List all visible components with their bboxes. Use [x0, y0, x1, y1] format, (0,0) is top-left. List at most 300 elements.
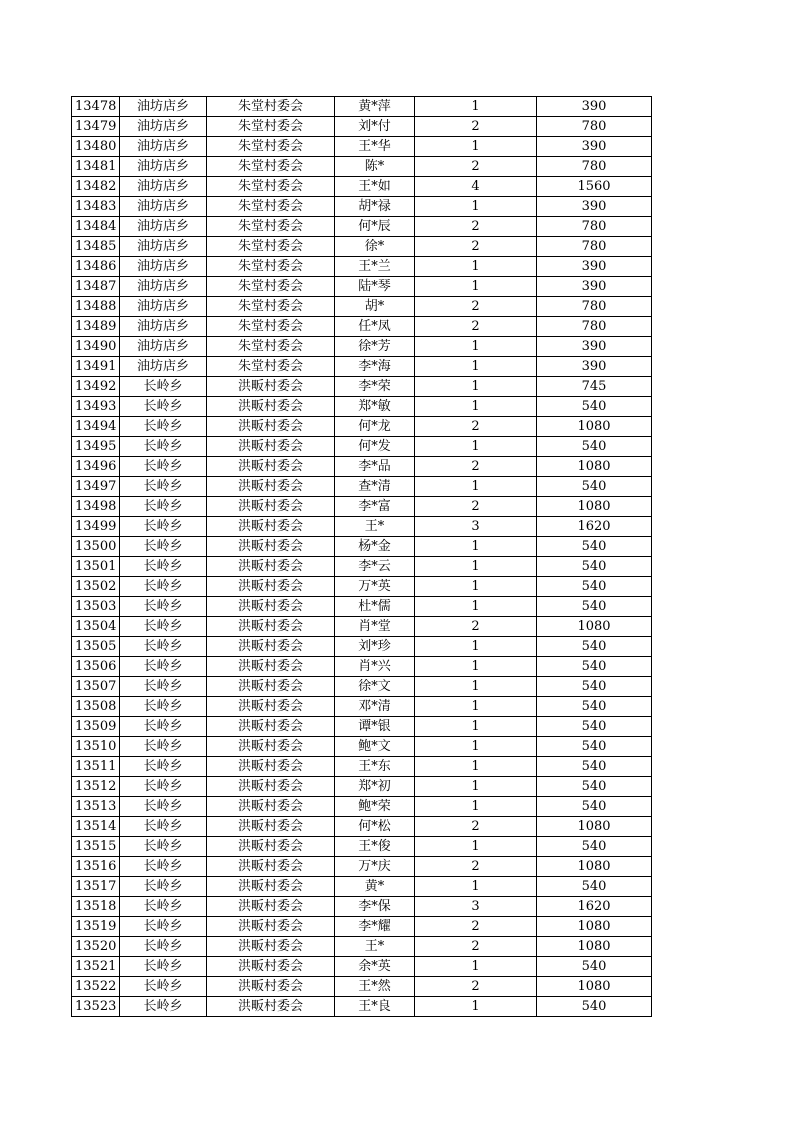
- village-cell: 洪畈村委会: [207, 997, 335, 1017]
- row-id-cell: 13479: [72, 117, 120, 137]
- count-cell: 1: [415, 737, 537, 757]
- amount-cell: 1620: [537, 517, 652, 537]
- town-cell: 油坊店乡: [120, 97, 207, 117]
- row-id-cell: 13523: [72, 997, 120, 1017]
- count-cell: 2: [415, 617, 537, 637]
- table-row: [72, 517, 652, 537]
- table-row: [72, 837, 652, 857]
- amount-cell: 390: [537, 357, 652, 377]
- row-id-cell: 13487: [72, 277, 120, 297]
- village-cell: 洪畈村委会: [207, 877, 335, 897]
- table-row: [72, 897, 652, 917]
- town-cell: 长岭乡: [120, 897, 207, 917]
- village-cell: 朱堂村委会: [207, 177, 335, 197]
- row-id-cell: 13483: [72, 197, 120, 217]
- amount-cell: 390: [537, 337, 652, 357]
- count-cell: 1: [415, 277, 537, 297]
- row-id-cell: 13514: [72, 817, 120, 837]
- village-cell: 洪畈村委会: [207, 837, 335, 857]
- table-row: [72, 677, 652, 697]
- amount-cell: 1080: [537, 497, 652, 517]
- table-row: [72, 477, 652, 497]
- name-cell: 李*保: [335, 897, 415, 917]
- town-cell: 长岭乡: [120, 797, 207, 817]
- town-cell: 油坊店乡: [120, 177, 207, 197]
- table-row: [72, 257, 652, 277]
- count-cell: 1: [415, 637, 537, 657]
- village-cell: 洪畈村委会: [207, 897, 335, 917]
- amount-cell: 540: [537, 637, 652, 657]
- town-cell: 长岭乡: [120, 377, 207, 397]
- table-row: [72, 137, 652, 157]
- town-cell: 油坊店乡: [120, 357, 207, 377]
- town-cell: 长岭乡: [120, 597, 207, 617]
- village-cell: 朱堂村委会: [207, 277, 335, 297]
- amount-cell: 540: [537, 577, 652, 597]
- name-cell: 李*荣: [335, 377, 415, 397]
- name-cell: 谭*银: [335, 717, 415, 737]
- table-row: [72, 277, 652, 297]
- count-cell: 4: [415, 177, 537, 197]
- town-cell: 长岭乡: [120, 617, 207, 637]
- amount-cell: 540: [537, 797, 652, 817]
- town-cell: 油坊店乡: [120, 337, 207, 357]
- town-cell: 油坊店乡: [120, 137, 207, 157]
- town-cell: 油坊店乡: [120, 257, 207, 277]
- village-cell: 洪畈村委会: [207, 477, 335, 497]
- name-cell: 邓*清: [335, 697, 415, 717]
- town-cell: 长岭乡: [120, 877, 207, 897]
- village-cell: 洪畈村委会: [207, 677, 335, 697]
- row-id-cell: 13515: [72, 837, 120, 857]
- row-id-cell: 13504: [72, 617, 120, 637]
- amount-cell: 390: [537, 257, 652, 277]
- amount-cell: 540: [537, 597, 652, 617]
- village-cell: 洪畈村委会: [207, 617, 335, 637]
- table-row: [72, 197, 652, 217]
- village-cell: 朱堂村委会: [207, 97, 335, 117]
- town-cell: 油坊店乡: [120, 117, 207, 137]
- row-id-cell: 13481: [72, 157, 120, 177]
- village-cell: 洪畈村委会: [207, 637, 335, 657]
- amount-cell: 540: [537, 537, 652, 557]
- town-cell: 长岭乡: [120, 757, 207, 777]
- row-id-cell: 13478: [72, 97, 120, 117]
- count-cell: 3: [415, 897, 537, 917]
- name-cell: 万*英: [335, 577, 415, 597]
- village-cell: 朱堂村委会: [207, 197, 335, 217]
- table-row: [72, 977, 652, 997]
- row-id-cell: 13484: [72, 217, 120, 237]
- table-body: [72, 97, 652, 1017]
- count-cell: 1: [415, 877, 537, 897]
- town-cell: 油坊店乡: [120, 237, 207, 257]
- count-cell: 1: [415, 997, 537, 1017]
- town-cell: 长岭乡: [120, 457, 207, 477]
- town-cell: 长岭乡: [120, 537, 207, 557]
- town-cell: 长岭乡: [120, 417, 207, 437]
- table-row: [72, 877, 652, 897]
- table-row: [72, 937, 652, 957]
- count-cell: 1: [415, 97, 537, 117]
- amount-cell: 390: [537, 197, 652, 217]
- amount-cell: 1080: [537, 977, 652, 997]
- row-id-cell: 13508: [72, 697, 120, 717]
- amount-cell: 540: [537, 437, 652, 457]
- amount-cell: 540: [537, 957, 652, 977]
- name-cell: 肖*兴: [335, 657, 415, 677]
- row-id-cell: 13510: [72, 737, 120, 757]
- row-id-cell: 13495: [72, 437, 120, 457]
- town-cell: 油坊店乡: [120, 217, 207, 237]
- count-cell: 1: [415, 697, 537, 717]
- row-id-cell: 13491: [72, 357, 120, 377]
- row-id-cell: 13500: [72, 537, 120, 557]
- amount-cell: 1080: [537, 457, 652, 477]
- town-cell: 长岭乡: [120, 837, 207, 857]
- count-cell: 1: [415, 557, 537, 577]
- village-cell: 洪畈村委会: [207, 657, 335, 677]
- row-id-cell: 13517: [72, 877, 120, 897]
- table-row: [72, 457, 652, 477]
- amount-cell: 540: [537, 397, 652, 417]
- town-cell: 长岭乡: [120, 717, 207, 737]
- village-cell: 朱堂村委会: [207, 257, 335, 277]
- name-cell: 陆*琴: [335, 277, 415, 297]
- row-id-cell: 13496: [72, 457, 120, 477]
- village-cell: 洪畈村委会: [207, 497, 335, 517]
- village-cell: 朱堂村委会: [207, 157, 335, 177]
- count-cell: 1: [415, 717, 537, 737]
- amount-cell: 540: [537, 677, 652, 697]
- table-row: [72, 217, 652, 237]
- table-row: [72, 597, 652, 617]
- amount-cell: 540: [537, 837, 652, 857]
- table-row: [72, 377, 652, 397]
- row-id-cell: 13513: [72, 797, 120, 817]
- amount-cell: 1080: [537, 617, 652, 637]
- amount-cell: 1080: [537, 857, 652, 877]
- town-cell: 长岭乡: [120, 917, 207, 937]
- name-cell: 何*发: [335, 437, 415, 457]
- amount-cell: 745: [537, 377, 652, 397]
- row-id-cell: 13519: [72, 917, 120, 937]
- amount-cell: 780: [537, 117, 652, 137]
- table-row: [72, 997, 652, 1017]
- count-cell: 1: [415, 357, 537, 377]
- row-id-cell: 13485: [72, 237, 120, 257]
- name-cell: 王*: [335, 517, 415, 537]
- table-row: [72, 717, 652, 737]
- town-cell: 长岭乡: [120, 957, 207, 977]
- amount-cell: 540: [537, 697, 652, 717]
- name-cell: 万*庆: [335, 857, 415, 877]
- count-cell: 1: [415, 477, 537, 497]
- row-id-cell: 13509: [72, 717, 120, 737]
- amount-cell: 540: [537, 777, 652, 797]
- count-cell: 1: [415, 757, 537, 777]
- town-cell: 长岭乡: [120, 697, 207, 717]
- row-id-cell: 13501: [72, 557, 120, 577]
- town-cell: 长岭乡: [120, 977, 207, 997]
- village-cell: 洪畈村委会: [207, 697, 335, 717]
- village-cell: 洪畈村委会: [207, 557, 335, 577]
- table-row: [72, 537, 652, 557]
- count-cell: 2: [415, 217, 537, 237]
- count-cell: 2: [415, 417, 537, 437]
- town-cell: 长岭乡: [120, 937, 207, 957]
- amount-cell: 1080: [537, 817, 652, 837]
- table-row: [72, 857, 652, 877]
- table-row: [72, 577, 652, 597]
- town-cell: 长岭乡: [120, 637, 207, 657]
- count-cell: 1: [415, 677, 537, 697]
- amount-cell: 780: [537, 217, 652, 237]
- amount-cell: 540: [537, 737, 652, 757]
- name-cell: 杜*儒: [335, 597, 415, 617]
- count-cell: 2: [415, 317, 537, 337]
- row-id-cell: 13490: [72, 337, 120, 357]
- name-cell: 胡*: [335, 297, 415, 317]
- village-cell: 洪畈村委会: [207, 737, 335, 757]
- name-cell: 郑*初: [335, 777, 415, 797]
- amount-cell: 540: [537, 557, 652, 577]
- amount-cell: 540: [537, 657, 652, 677]
- name-cell: 何*辰: [335, 217, 415, 237]
- name-cell: 胡*禄: [335, 197, 415, 217]
- amount-cell: 1560: [537, 177, 652, 197]
- count-cell: 1: [415, 257, 537, 277]
- row-id-cell: 13486: [72, 257, 120, 277]
- row-id-cell: 13497: [72, 477, 120, 497]
- town-cell: 长岭乡: [120, 997, 207, 1017]
- village-cell: 洪畈村委会: [207, 917, 335, 937]
- row-id-cell: 13507: [72, 677, 120, 697]
- town-cell: 长岭乡: [120, 397, 207, 417]
- table-row: [72, 797, 652, 817]
- row-id-cell: 13503: [72, 597, 120, 617]
- table-row: [72, 97, 652, 117]
- amount-cell: 540: [537, 477, 652, 497]
- table-row: [72, 557, 652, 577]
- table-row: [72, 317, 652, 337]
- amount-cell: 390: [537, 97, 652, 117]
- town-cell: 油坊店乡: [120, 297, 207, 317]
- count-cell: 1: [415, 577, 537, 597]
- village-cell: 朱堂村委会: [207, 337, 335, 357]
- count-cell: 1: [415, 837, 537, 857]
- table-row: [72, 117, 652, 137]
- village-cell: 朱堂村委会: [207, 237, 335, 257]
- count-cell: 1: [415, 377, 537, 397]
- village-cell: 洪畈村委会: [207, 957, 335, 977]
- amount-cell: 780: [537, 297, 652, 317]
- name-cell: 任*凤: [335, 317, 415, 337]
- village-cell: 洪畈村委会: [207, 817, 335, 837]
- name-cell: 王*: [335, 937, 415, 957]
- town-cell: 长岭乡: [120, 817, 207, 837]
- count-cell: 1: [415, 657, 537, 677]
- row-id-cell: 13516: [72, 857, 120, 877]
- amount-cell: 540: [537, 757, 652, 777]
- town-cell: 长岭乡: [120, 657, 207, 677]
- village-cell: 洪畈村委会: [207, 537, 335, 557]
- town-cell: 油坊店乡: [120, 277, 207, 297]
- name-cell: 李*云: [335, 557, 415, 577]
- amount-cell: 780: [537, 157, 652, 177]
- count-cell: 2: [415, 297, 537, 317]
- village-cell: 朱堂村委会: [207, 137, 335, 157]
- village-cell: 洪畈村委会: [207, 597, 335, 617]
- row-id-cell: 13521: [72, 957, 120, 977]
- name-cell: 徐*文: [335, 677, 415, 697]
- name-cell: 黄*: [335, 877, 415, 897]
- town-cell: 长岭乡: [120, 437, 207, 457]
- village-cell: 洪畈村委会: [207, 417, 335, 437]
- name-cell: 余*英: [335, 957, 415, 977]
- town-cell: 长岭乡: [120, 557, 207, 577]
- count-cell: 2: [415, 457, 537, 477]
- village-cell: 洪畈村委会: [207, 517, 335, 537]
- table-row: [72, 617, 652, 637]
- count-cell: 2: [415, 497, 537, 517]
- town-cell: 长岭乡: [120, 777, 207, 797]
- table-row: [72, 397, 652, 417]
- village-cell: 洪畈村委会: [207, 437, 335, 457]
- table-row: [72, 337, 652, 357]
- subsidy-table: [71, 96, 652, 1017]
- table-row: [72, 497, 652, 517]
- count-cell: 1: [415, 397, 537, 417]
- row-id-cell: 13506: [72, 657, 120, 677]
- village-cell: 朱堂村委会: [207, 297, 335, 317]
- village-cell: 洪畈村委会: [207, 577, 335, 597]
- table-row: [72, 957, 652, 977]
- village-cell: 洪畈村委会: [207, 797, 335, 817]
- count-cell: 2: [415, 977, 537, 997]
- name-cell: 李*耀: [335, 917, 415, 937]
- row-id-cell: 13482: [72, 177, 120, 197]
- row-id-cell: 13499: [72, 517, 120, 537]
- name-cell: 刘*付: [335, 117, 415, 137]
- name-cell: 王*然: [335, 977, 415, 997]
- name-cell: 何*松: [335, 817, 415, 837]
- table-row: [72, 417, 652, 437]
- name-cell: 王*如: [335, 177, 415, 197]
- name-cell: 王*良: [335, 997, 415, 1017]
- name-cell: 郑*敏: [335, 397, 415, 417]
- count-cell: 1: [415, 537, 537, 557]
- table-row: [72, 917, 652, 937]
- count-cell: 1: [415, 437, 537, 457]
- village-cell: 洪畈村委会: [207, 377, 335, 397]
- count-cell: 1: [415, 337, 537, 357]
- table-row: [72, 437, 652, 457]
- amount-cell: 540: [537, 997, 652, 1017]
- table-row: [72, 237, 652, 257]
- amount-cell: 1080: [537, 917, 652, 937]
- table-row: [72, 157, 652, 177]
- table-row: [72, 177, 652, 197]
- count-cell: 2: [415, 937, 537, 957]
- row-id-cell: 13505: [72, 637, 120, 657]
- table-row: [72, 357, 652, 377]
- town-cell: 长岭乡: [120, 497, 207, 517]
- village-cell: 朱堂村委会: [207, 117, 335, 137]
- row-id-cell: 13512: [72, 777, 120, 797]
- count-cell: 1: [415, 137, 537, 157]
- name-cell: 王*华: [335, 137, 415, 157]
- name-cell: 黄*萍: [335, 97, 415, 117]
- name-cell: 肖*堂: [335, 617, 415, 637]
- name-cell: 鲍*文: [335, 737, 415, 757]
- name-cell: 李*富: [335, 497, 415, 517]
- row-id-cell: 13489: [72, 317, 120, 337]
- village-cell: 洪畈村委会: [207, 757, 335, 777]
- town-cell: 长岭乡: [120, 737, 207, 757]
- name-cell: 王*兰: [335, 257, 415, 277]
- village-cell: 朱堂村委会: [207, 317, 335, 337]
- table-row: [72, 777, 652, 797]
- amount-cell: 390: [537, 137, 652, 157]
- count-cell: 1: [415, 797, 537, 817]
- name-cell: 王*东: [335, 757, 415, 777]
- count-cell: 1: [415, 597, 537, 617]
- table-row: [72, 817, 652, 837]
- town-cell: 长岭乡: [120, 677, 207, 697]
- count-cell: 3: [415, 517, 537, 537]
- town-cell: 油坊店乡: [120, 317, 207, 337]
- count-cell: 2: [415, 117, 537, 137]
- village-cell: 洪畈村委会: [207, 717, 335, 737]
- village-cell: 朱堂村委会: [207, 357, 335, 377]
- count-cell: 2: [415, 917, 537, 937]
- amount-cell: 780: [537, 237, 652, 257]
- name-cell: 李*海: [335, 357, 415, 377]
- name-cell: 刘*珍: [335, 637, 415, 657]
- count-cell: 2: [415, 857, 537, 877]
- amount-cell: 1080: [537, 937, 652, 957]
- table-row: [72, 297, 652, 317]
- village-cell: 洪畈村委会: [207, 397, 335, 417]
- village-cell: 朱堂村委会: [207, 217, 335, 237]
- village-cell: 洪畈村委会: [207, 777, 335, 797]
- row-id-cell: 13522: [72, 977, 120, 997]
- amount-cell: 540: [537, 717, 652, 737]
- row-id-cell: 13520: [72, 937, 120, 957]
- count-cell: 1: [415, 957, 537, 977]
- row-id-cell: 13480: [72, 137, 120, 157]
- town-cell: 油坊店乡: [120, 197, 207, 217]
- name-cell: 鲍*荣: [335, 797, 415, 817]
- row-id-cell: 13518: [72, 897, 120, 917]
- count-cell: 2: [415, 237, 537, 257]
- row-id-cell: 13498: [72, 497, 120, 517]
- row-id-cell: 13502: [72, 577, 120, 597]
- count-cell: 2: [415, 817, 537, 837]
- name-cell: 杨*金: [335, 537, 415, 557]
- row-id-cell: 13493: [72, 397, 120, 417]
- town-cell: 长岭乡: [120, 577, 207, 597]
- village-cell: 洪畈村委会: [207, 977, 335, 997]
- town-cell: 长岭乡: [120, 857, 207, 877]
- row-id-cell: 13511: [72, 757, 120, 777]
- amount-cell: 1620: [537, 897, 652, 917]
- village-cell: 洪畈村委会: [207, 857, 335, 877]
- count-cell: 2: [415, 157, 537, 177]
- table-row: [72, 757, 652, 777]
- village-cell: 洪畈村委会: [207, 937, 335, 957]
